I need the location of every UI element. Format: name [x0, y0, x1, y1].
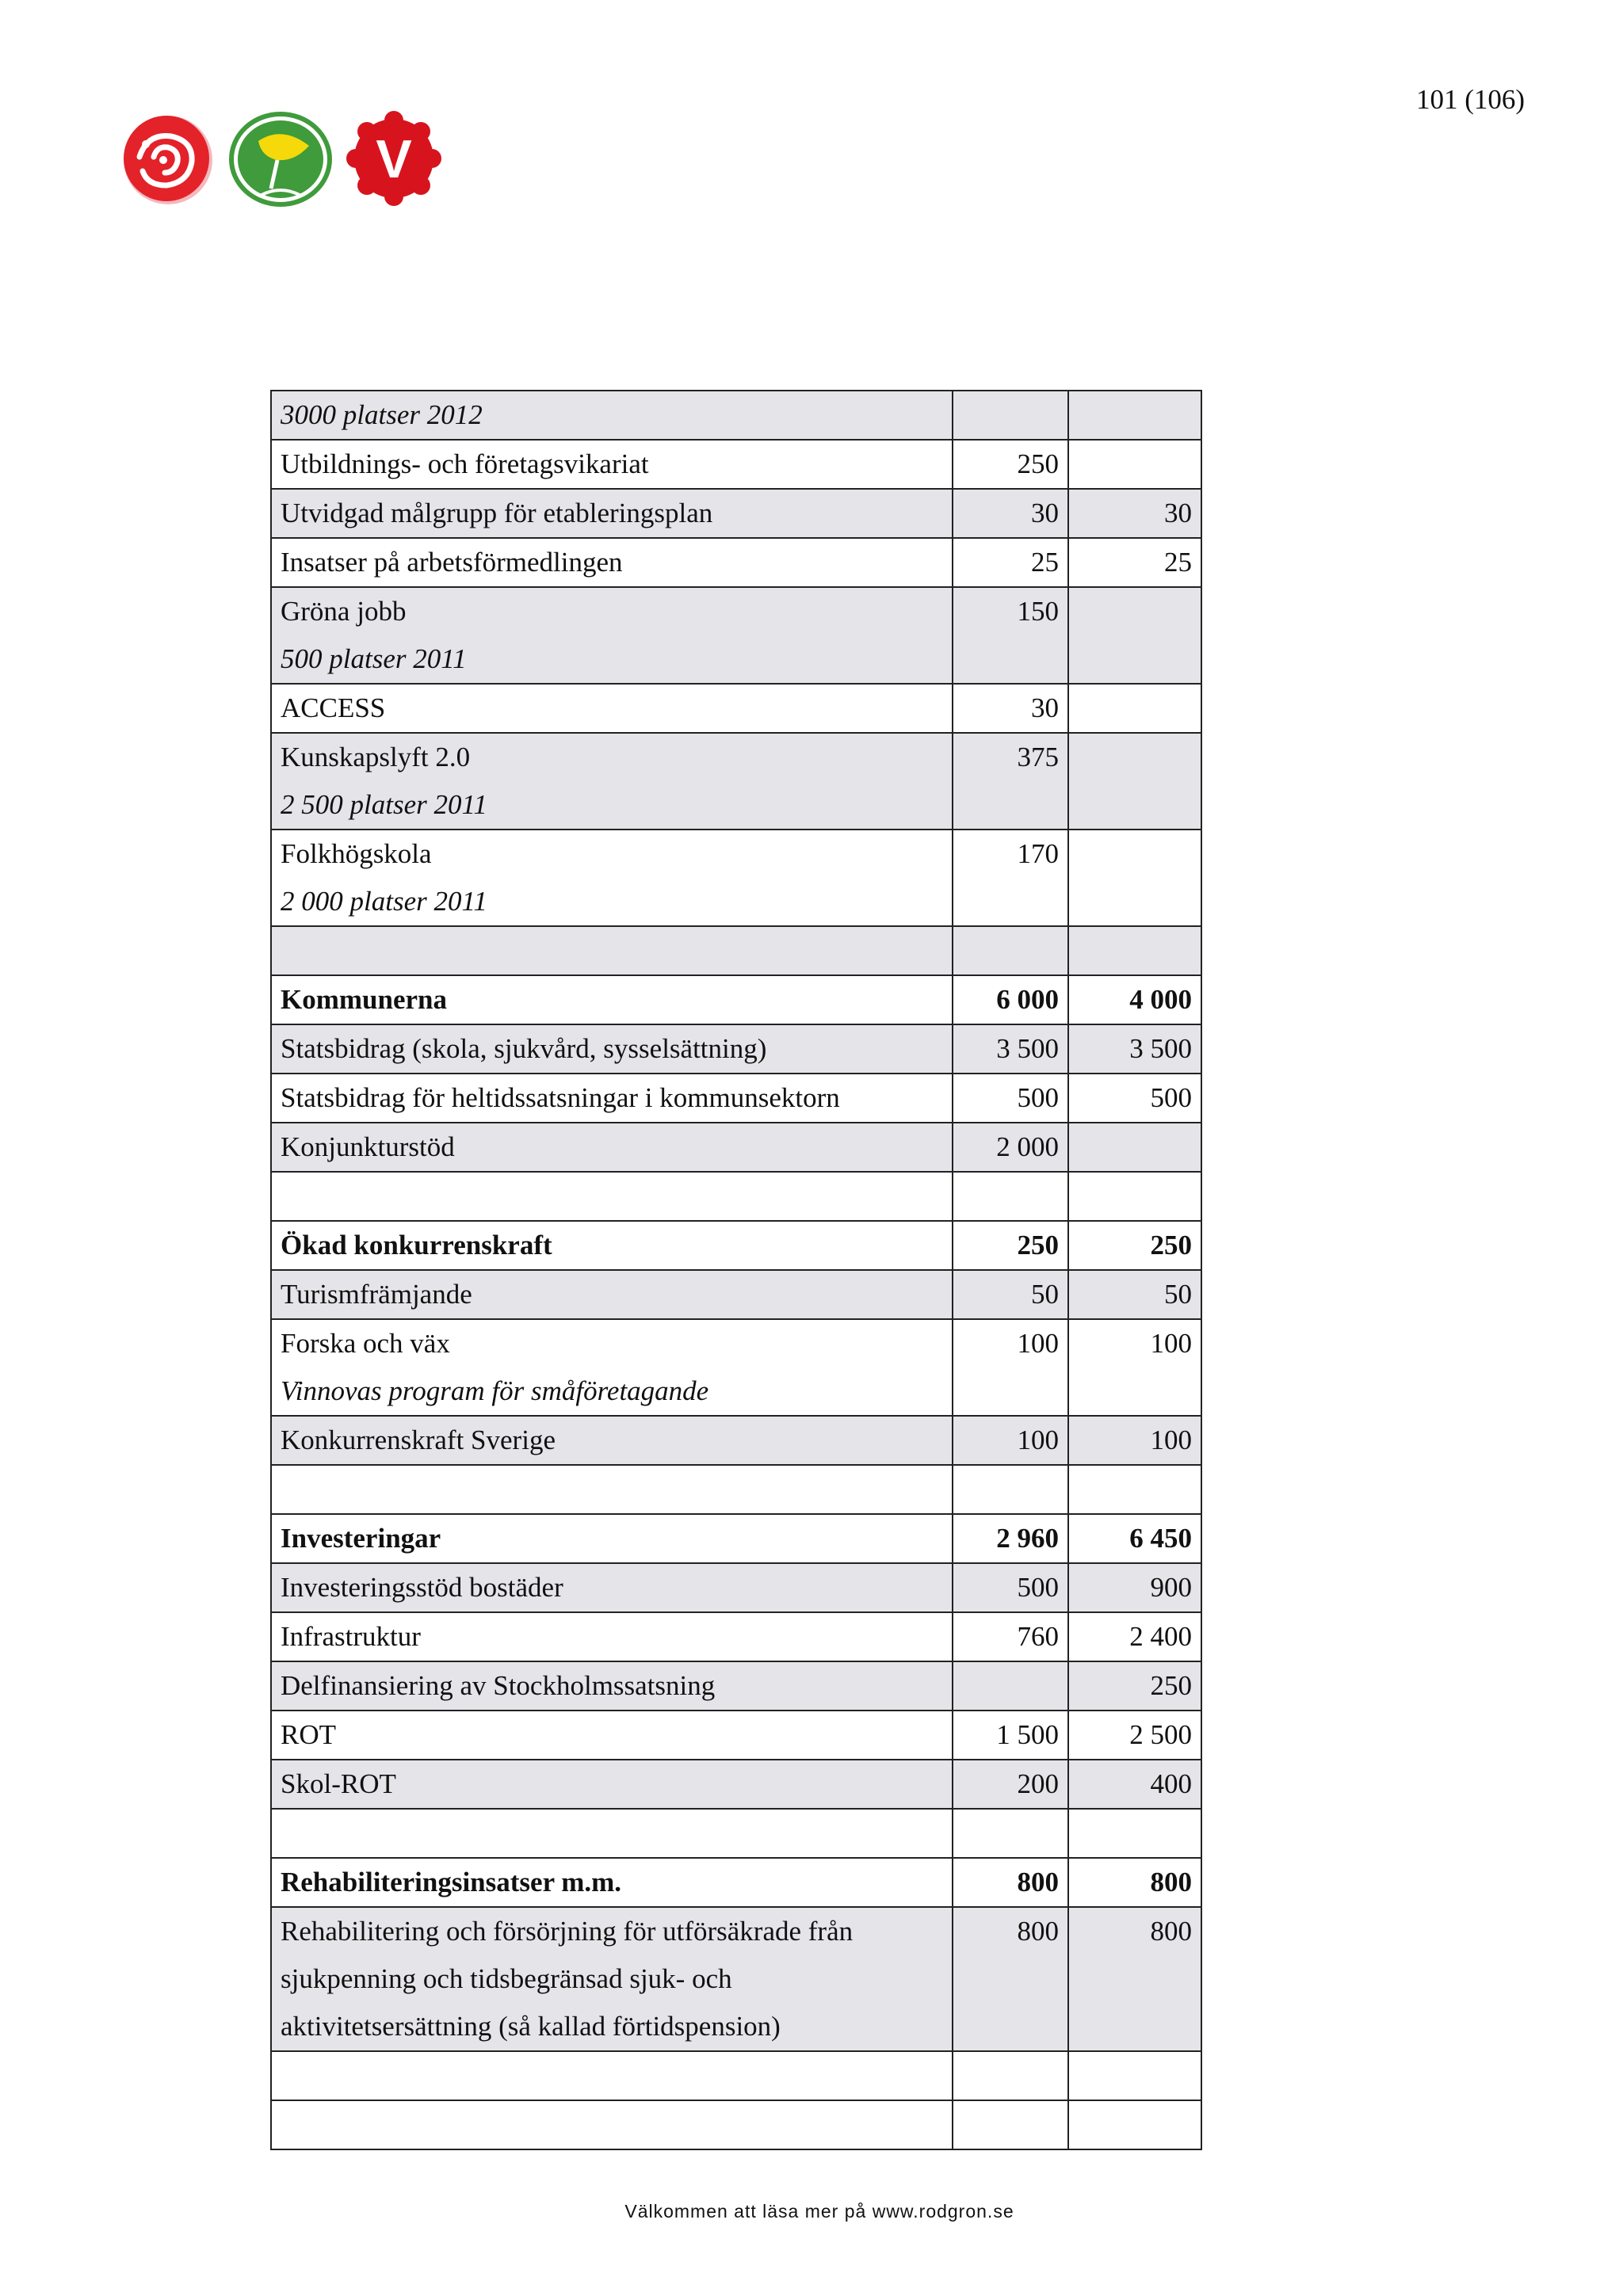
row-value-a: 375: [953, 733, 1068, 830]
row-label-line: Rehabiliteringsinsatser m.m.: [281, 1867, 622, 1897]
table-row: [271, 538, 1201, 587]
row-value-a: 150: [953, 587, 1068, 684]
table-row: [271, 1465, 1201, 1514]
row-label: [271, 440, 953, 489]
row-value-b: [1068, 1172, 1201, 1221]
row-value-a: 760: [953, 1612, 1068, 1661]
table-row: [271, 1074, 1201, 1123]
row-value-b: 250: [1068, 1661, 1201, 1711]
table-row: [271, 1563, 1201, 1612]
row-value-a: [953, 1465, 1068, 1514]
table-row: [271, 587, 1201, 684]
row-value-a: [953, 926, 1068, 975]
socialdemokraterna-rose-logo: [116, 109, 219, 212]
row-label-line: Kunskapslyft 2.0: [281, 742, 471, 772]
row-label-line: Utvidgad målgrupp för etableringsplan: [281, 498, 713, 528]
budget-table: [270, 390, 1202, 2150]
table-row: [271, 926, 1201, 975]
row-value-b: 250: [1068, 1221, 1201, 1270]
row-label-line: Konjunkturstöd: [281, 1131, 455, 1162]
row-value-b: 100: [1068, 1416, 1201, 1465]
row-value-a: [953, 1809, 1068, 1858]
row-label: [271, 2100, 953, 2149]
table-row: [271, 1024, 1201, 1074]
row-label: [271, 1074, 953, 1123]
row-label-line: Skol-ROT: [281, 1768, 396, 1799]
row-value-b: [1068, 391, 1201, 440]
row-value-a: 25: [953, 538, 1068, 587]
row-value-a: [953, 1172, 1068, 1221]
row-label: [271, 1514, 953, 1563]
row-label-line: Delfinansiering av Stockholmssatsning: [281, 1670, 716, 1701]
row-value-a: 170: [953, 830, 1068, 926]
miljopartiet-dandelion-logo: [227, 109, 334, 212]
row-label: [271, 1760, 953, 1809]
row-label: [271, 1563, 953, 1612]
row-label-line: ROT: [281, 1719, 336, 1750]
v-logo-letter: V: [376, 129, 412, 189]
row-value-b: [1068, 587, 1201, 684]
row-value-a: [953, 2100, 1068, 2149]
row-label-line: 3000 platser 2012: [281, 399, 483, 430]
table-row: [271, 2100, 1201, 2149]
row-label: [271, 1612, 953, 1661]
row-value-b: [1068, 733, 1201, 830]
row-label-line: Turismfrämjande: [281, 1279, 472, 1310]
row-value-a: 500: [953, 1563, 1068, 1612]
row-value-a: 2 000: [953, 1123, 1068, 1172]
row-label: [271, 538, 953, 587]
row-label: [271, 391, 953, 440]
row-value-b: [1068, 684, 1201, 733]
row-value-a: 50: [953, 1270, 1068, 1319]
row-label: [271, 1123, 953, 1172]
row-label-line: Utbildnings- och företagsvikariat: [281, 448, 649, 479]
table-row: [271, 975, 1201, 1024]
row-value-a: 800: [953, 1907, 1068, 2051]
row-label: [271, 1270, 953, 1319]
row-label: [271, 1319, 953, 1416]
row-label: [271, 1907, 953, 2051]
row-value-b: [1068, 2100, 1201, 2149]
table-row: [271, 1270, 1201, 1319]
row-value-a: [953, 2051, 1068, 2100]
row-label: [271, 1172, 953, 1221]
row-value-a: 500: [953, 1074, 1068, 1123]
table-row: [271, 1123, 1201, 1172]
row-label-line: Statsbidrag för heltidssatsningar i kommunsektorn: [281, 1082, 840, 1113]
row-value-a: 100: [953, 1416, 1068, 1465]
table-row: [271, 1661, 1201, 1711]
row-label-line: Gröna jobb: [281, 596, 407, 627]
row-value-b: 900: [1068, 1563, 1201, 1612]
table-row: [271, 440, 1201, 489]
row-label: [271, 733, 953, 830]
row-value-a: 250: [953, 440, 1068, 489]
row-label-line: Konkurrenskraft Sverige: [281, 1425, 556, 1455]
row-label-line: 500 platser 2011: [281, 643, 467, 674]
row-label: [271, 1024, 953, 1074]
row-label-line: ACCESS: [281, 692, 386, 723]
row-value-b: [1068, 440, 1201, 489]
row-value-b: 2 500: [1068, 1711, 1201, 1760]
table-row: [271, 684, 1201, 733]
row-label: [271, 587, 953, 684]
row-value-b: [1068, 1809, 1201, 1858]
row-label-line: Forska och väx: [281, 1328, 450, 1359]
row-value-a: 1 500: [953, 1711, 1068, 1760]
row-value-b: [1068, 1123, 1201, 1172]
row-value-a: 100: [953, 1319, 1068, 1416]
row-label: [271, 1661, 953, 1711]
row-value-a: 3 500: [953, 1024, 1068, 1074]
table-row: [271, 1172, 1201, 1221]
row-label: [271, 1416, 953, 1465]
row-label: [271, 1858, 953, 1907]
table-row: [271, 1221, 1201, 1270]
table-row: [271, 1858, 1201, 1907]
row-label-line: 2 500 platser 2011: [281, 789, 487, 820]
row-value-b: 4 000: [1068, 975, 1201, 1024]
row-label: [271, 1465, 953, 1514]
row-label-line: sjukpenning och tidsbegränsad sjuk- och: [281, 1963, 732, 1994]
row-value-b: 30: [1068, 489, 1201, 538]
row-value-b: 50: [1068, 1270, 1201, 1319]
row-value-b: 400: [1068, 1760, 1201, 1809]
table-row: [271, 1711, 1201, 1760]
row-value-a: 30: [953, 684, 1068, 733]
party-logos: [116, 109, 449, 212]
row-value-a: 800: [953, 1858, 1068, 1907]
row-label-line: Ökad konkurrenskraft: [281, 1230, 552, 1261]
page-number: 101 (106): [1415, 84, 1525, 115]
table-row: [271, 1809, 1201, 1858]
row-value-b: 3 500: [1068, 1024, 1201, 1074]
row-value-a: [953, 391, 1068, 440]
row-value-b: [1068, 2051, 1201, 2100]
table-row: [271, 1319, 1201, 1416]
row-value-a: 6 000: [953, 975, 1068, 1024]
vansterpartiet-v-logo: [342, 109, 445, 212]
table-row: [271, 1514, 1201, 1563]
row-label: [271, 1221, 953, 1270]
footer-text: Välkommen att läsa mer på www.rodgron.se: [624, 2201, 1014, 2222]
row-label-line: aktivitetsersättning (så kallad förtidspension): [281, 2011, 781, 2042]
row-label-line: Folkhögskola: [281, 838, 432, 869]
row-label: [271, 830, 953, 926]
row-value-b: [1068, 1465, 1201, 1514]
table-row: [271, 489, 1201, 538]
table-row: [271, 1416, 1201, 1465]
row-value-b: 100: [1068, 1319, 1201, 1416]
row-label: [271, 1809, 953, 1858]
row-label-line: Kommunerna: [281, 984, 447, 1015]
row-value-b: 500: [1068, 1074, 1201, 1123]
row-value-b: [1068, 926, 1201, 975]
row-value-b: 25: [1068, 538, 1201, 587]
row-label-line: Vinnovas program för småföretagande: [281, 1375, 709, 1406]
row-label-line: Investeringsstöd bostäder: [281, 1572, 563, 1603]
row-value-b: 2 400: [1068, 1612, 1201, 1661]
row-value-b: 800: [1068, 1907, 1201, 2051]
row-label-line: Insatser på arbetsförmedlingen: [281, 547, 623, 578]
row-value-a: 30: [953, 489, 1068, 538]
table-row: [271, 1760, 1201, 1809]
row-value-a: 250: [953, 1221, 1068, 1270]
row-label: [271, 1711, 953, 1760]
row-label-line: Investeringar: [281, 1523, 441, 1554]
table-row: [271, 1907, 1201, 2051]
table-row: [271, 391, 1201, 440]
row-label: [271, 975, 953, 1024]
row-label: [271, 684, 953, 733]
budget-table-body: [271, 391, 1201, 2149]
row-label-line: Statsbidrag (skola, sjukvård, sysselsättning): [281, 1033, 767, 1064]
row-label: [271, 2051, 953, 2100]
row-value-b: 800: [1068, 1858, 1201, 1907]
row-label-line: Infrastruktur: [281, 1621, 421, 1652]
table-row: [271, 2051, 1201, 2100]
row-value-b: 6 450: [1068, 1514, 1201, 1563]
row-label: [271, 926, 953, 975]
row-label-line: 2 000 platser 2011: [281, 886, 487, 917]
row-label: [271, 489, 953, 538]
row-label-line: Rehabilitering och försörjning för utförsäkrade från: [281, 1916, 854, 1947]
table-row: [271, 830, 1201, 926]
table-row: [271, 733, 1201, 830]
row-value-a: 2 960: [953, 1514, 1068, 1563]
table-row: [271, 1612, 1201, 1661]
row-value-a: [953, 1661, 1068, 1711]
row-value-a: 200: [953, 1760, 1068, 1809]
row-value-b: [1068, 830, 1201, 926]
